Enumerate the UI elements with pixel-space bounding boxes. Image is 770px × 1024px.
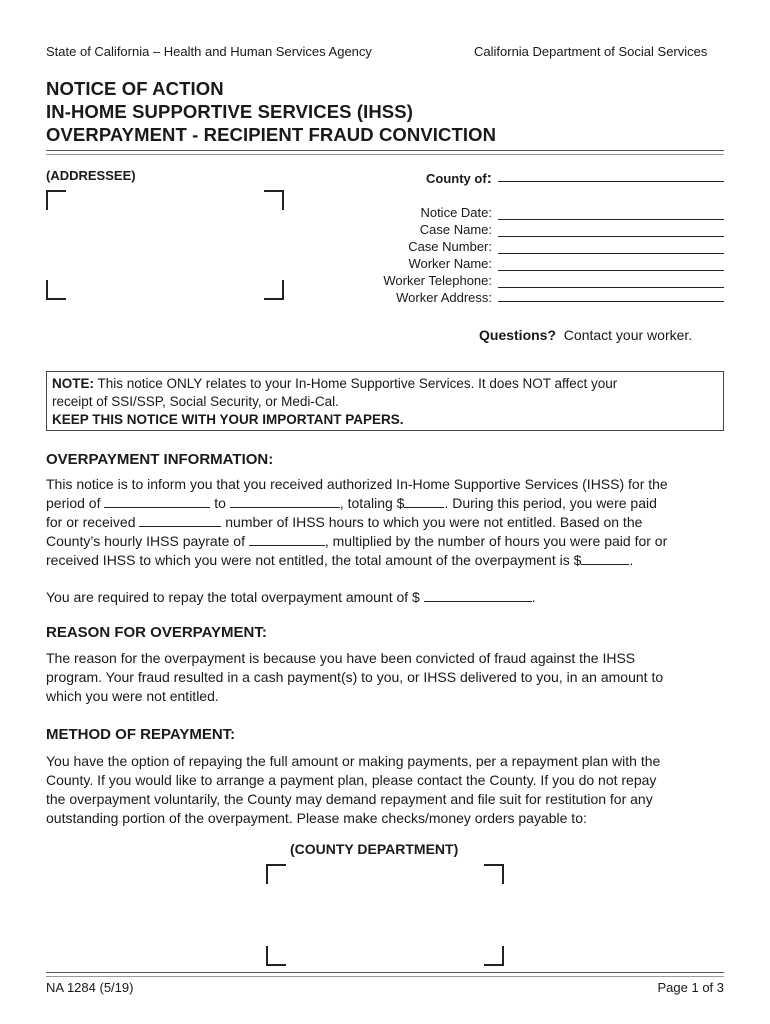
footer-rule-bottom <box>46 976 724 977</box>
period-start-blank[interactable] <box>104 496 210 508</box>
addressee-label: (ADDRESSEE) <box>46 168 136 183</box>
period-end-blank[interactable] <box>230 496 340 508</box>
repay-required-line: You are required to repay the total overpayment amount of $ . <box>46 589 536 605</box>
questions-line: Questions? Contact your worker. <box>479 327 693 343</box>
keep-notice-text: KEEP THIS NOTICE WITH YOUR IMPORTANT PAPERS. <box>52 412 404 427</box>
case-number-label: Case Number: <box>408 239 492 254</box>
page-title-line1: NOTICE OF ACTION <box>46 78 224 99</box>
case-number-field[interactable] <box>498 253 724 254</box>
worker-address-label: Worker Address: <box>396 290 492 305</box>
worker-telephone-field[interactable] <box>498 287 724 288</box>
agency-name: State of California – Health and Human Services Agency <box>46 44 372 59</box>
overpayment-heading: OVERPAYMENT INFORMATION: <box>46 451 274 468</box>
reason-paragraph: The reason for the overpayment is because you have been convicted of fraud against the IHSS program. Your fraud resulted in a cash payment(s) to you, or IHSS delivered to you, in an amount to which you were not entitled. <box>46 650 664 704</box>
title-rule-bottom <box>46 154 724 155</box>
overpayment-amount-blank[interactable] <box>581 553 629 565</box>
department-name: California Department of Social Services <box>474 44 708 59</box>
addressee-corner-bottom-left <box>46 280 66 300</box>
method-paragraph: You have the option of repaying the full amount or making payments, per a repayment plan with the County. If you would like to arrange a payment plan, please contact the County. If you do not repay the overpayment voluntarily, the County may demand repayment and file suit for restitution for any outstanding portion of the overpayment. Please make checks/money orders payable to: <box>46 753 661 826</box>
title-rule-top <box>46 150 724 151</box>
worker-name-field[interactable] <box>498 270 724 271</box>
worker-name-label: Worker Name: <box>408 256 492 271</box>
page-title-line3: OVERPAYMENT - RECIPIENT FRAUD CONVICTION <box>46 124 497 145</box>
repay-amount-blank[interactable] <box>424 590 532 602</box>
page-number: Page 1 of 3 <box>657 980 724 995</box>
county-label: County of: <box>426 170 492 187</box>
notice-date-label: Notice Date: <box>420 205 492 220</box>
form-id: NA 1284 (5/19) <box>46 980 134 995</box>
county-corner-bottom-right <box>484 946 504 966</box>
county-field[interactable] <box>498 181 724 182</box>
hours-received-blank[interactable] <box>139 515 221 527</box>
county-corner-top-right <box>484 864 504 884</box>
payrate-blank[interactable] <box>249 534 325 546</box>
note-text-1: This notice ONLY relates to your In-Home Supportive Services. It does NOT affect your <box>94 376 618 391</box>
worker-telephone-label: Worker Telephone: <box>383 273 492 288</box>
overpayment-paragraph: This notice is to inform you that you received authorized In-Home Supportive Services (IHSS) for the period of to , totaling $ . During this period, you were paid for or received number of IHSS hours to which you were not entitled. Based on the County’s hourly IHSS payrate of , multiplied by the number of hours you were paid for or received IHSS to which you were not entitled, the total amount of the overpayment is $ . <box>46 476 668 568</box>
total-amount-blank[interactable] <box>404 496 444 508</box>
note-box <box>46 371 724 431</box>
note-text-2: receipt of SSI/SSP, Social Security, or Medi-Cal. <box>52 394 339 409</box>
county-corner-bottom-left <box>266 946 286 966</box>
county-department-label: (COUNTY DEPARTMENT) <box>290 841 459 857</box>
notice-date-field[interactable] <box>498 219 724 220</box>
page-title-line2: IN-HOME SUPPORTIVE SERVICES (IHSS) <box>46 101 413 122</box>
case-name-field[interactable] <box>498 236 724 237</box>
note-label: NOTE: <box>52 376 94 391</box>
worker-address-field[interactable] <box>498 301 724 302</box>
method-heading: METHOD OF REPAYMENT: <box>46 726 236 743</box>
reason-heading: REASON FOR OVERPAYMENT: <box>46 624 267 641</box>
addressee-corner-top-left <box>46 190 66 210</box>
case-name-label: Case Name: <box>419 222 492 237</box>
footer-rule-top <box>46 972 724 973</box>
county-corner-top-left <box>266 864 286 884</box>
